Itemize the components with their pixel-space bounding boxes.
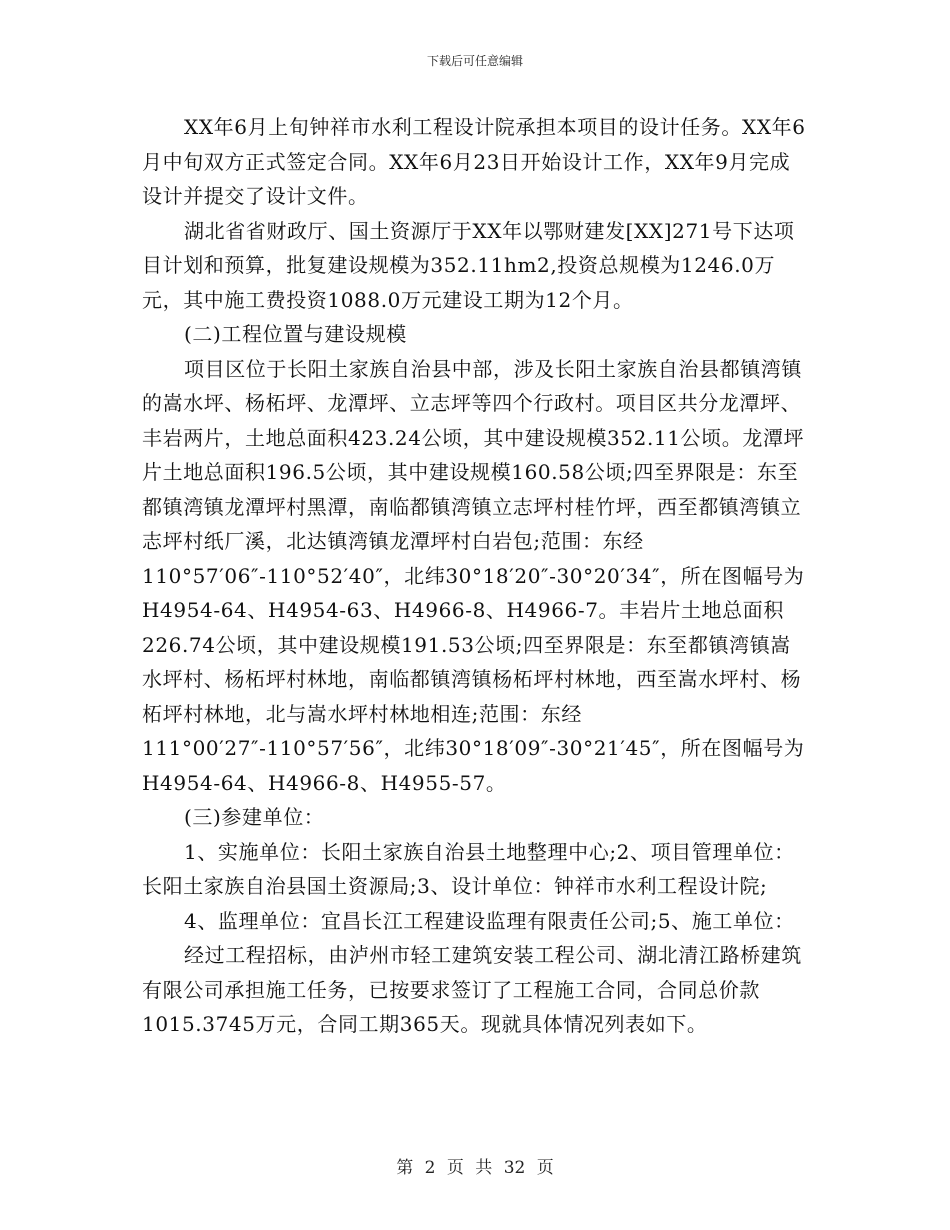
document-body <box>142 110 810 1042</box>
paragraph-design-task: XX年6月上旬钟祥市水利工程设计院承担本项目的设计任务。XX年6月中旬双方正式签定合同。XX年6月23日开始设计工作，XX年9月完成设计并提交了设计文件。 <box>142 115 806 208</box>
page-header: 下载后可任意编辑 <box>426 54 523 68</box>
paragraph-budget: 湖北省省财政厅、国土资源厅于XX年以鄂财建发[XX]271号下达项目计划和预算，批复建设规模为352.11hm2,投资总规模为1246.0万元，其中施工费投资1088.0万元建设工期为12个月。 <box>142 218 795 312</box>
section-heading-location: (二)工程位置与建设规模 <box>184 322 407 346</box>
section-heading-units: (三)参建单位： <box>184 805 325 829</box>
paragraph-location: 项目区位于长阳土家族自治县中部，涉及长阳土家族自治县都镇湾镇的嵩水坪、杨柘坪、龙潭坪、立志坪等四个行政村。项目区共分龙潭坪、丰岩两片，土地总面积423.24公顷，其中建设规模352.11公顷。龙潭坪片土地总面积196.5公顷，其中建设规模160.58公顷;四至界限是：东至都镇湾镇龙潭坪村黑潭，南临都镇湾镇立志坪村桂竹坪，西至都镇湾镇立志坪村纸厂溪，北达镇湾镇龙潭坪村白岩包;范围：东经110°57′06″-110°52′40″，北纬30°18′20″-30°20′34″，所在图幅号为H4954-64、H4954-63、H4966-8、H4966-7。丰岩片土地总面积226.74公顷，其中建设规模191.53公顷;四至界限是：东至都镇湾镇嵩水坪村、杨柘坪村林地，南临都镇湾镇杨柘坪村林地，西至嵩水坪村、杨柘坪村林地，北与嵩水坪村林地相连;范围：东经111°00′27″-110°57′56″，北纬30°18′09″-30°21′45″，所在图幅号为H4954-64、H4966-8、H4955-57。 <box>142 356 805 795</box>
paragraph-units-1: 1、实施单位：长阳土家族自治县土地整理中心;2、项目管理单位：长阳土家族自治县国土资源局;3、设计单位：钟祥市水利工程设计院; <box>142 839 795 898</box>
paragraph-bidding: 经过工程招标，由泸州市轻工建筑安装工程公司、湖北清江路桥建筑有限公司承担施工任务，已按要求签订了工程施工合同，合同总价款1015.3745万元，合同工期365天。现就具体情况列表如下。 <box>142 943 802 1036</box>
page-footer: 第 2 页 共 32 页 <box>396 1158 554 1178</box>
paragraph-units-2: 4、监理单位：宜昌长江工程建设监理有限责任公司;5、施工单位： <box>184 908 795 933</box>
